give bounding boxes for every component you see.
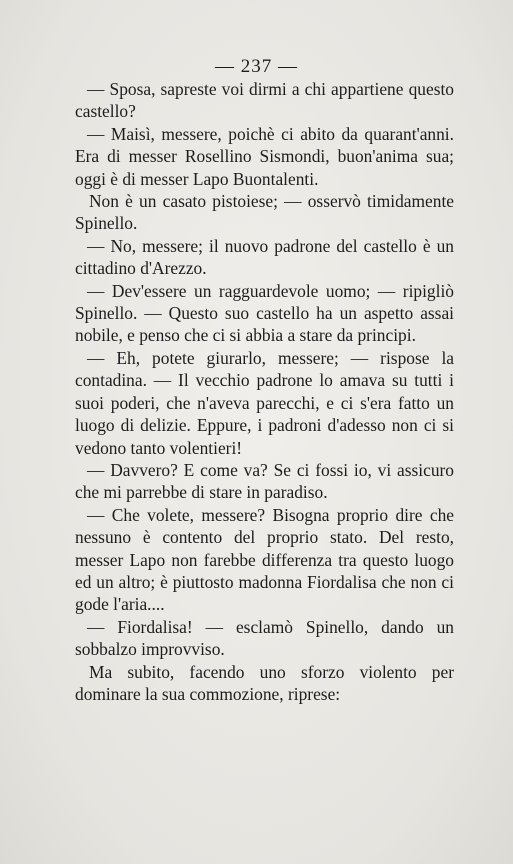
paragraph: — Maisì, messere, poichè ci abito da quarant'anni. Era di messer Rosellino Sismondi, buon'anima sua; oggi è di messer Lapo Buontalenti. xyxy=(75,123,454,189)
body-text xyxy=(75,78,454,705)
paragraph: — Sposa, sapreste voi dirmi a chi appartiene questo castello? xyxy=(75,79,454,122)
paragraph: — No, messere; il nuovo padrone del castello è un cittadino d'Arezzo. xyxy=(75,235,454,279)
page-number: — 237 — xyxy=(215,56,298,77)
paragraph: Ma subito, facendo uno sforzo violento per dominare la sua commozione, riprese: xyxy=(75,661,454,704)
paragraph: — Che volete, messere? Bisogna proprio dire che nessuno è contento del proprio stato. Del resto, messer Lapo non farebbe differenza tra questo luogo ed un altro; è piuttosto madonna Fiordalisa che non ci gode l'aria.... xyxy=(75,504,454,615)
paragraph: Non è un casato pistoiese; — osservò timidamente Spinello. xyxy=(75,191,454,234)
paragraph: — Fiordalisa! — esclamò Spinello, dando un sobbalzo improvviso. xyxy=(75,616,454,660)
paragraph: — Davvero? E come va? Se ci fossi io, vi assicuro che mi parrebbe di stare in paradiso. xyxy=(75,459,454,503)
paragraph: — Dev'essere un ragguardevole uomo; — ripigliò Spinello. — Questo suo castello ha un aspetto assai nobile, e penso che ci si abbia a stare da principi. xyxy=(75,280,454,346)
paragraph: — Eh, potete giurarlo, messere; — rispose la contadina. — Il vecchio padrone lo amava su tutti i suoi poderi, che n'aveva parecchi, e ci s'era fatto un luogo di delizie. Eppure, i padroni d'adesso non ci si vedono tanto volentieri! xyxy=(75,347,454,458)
